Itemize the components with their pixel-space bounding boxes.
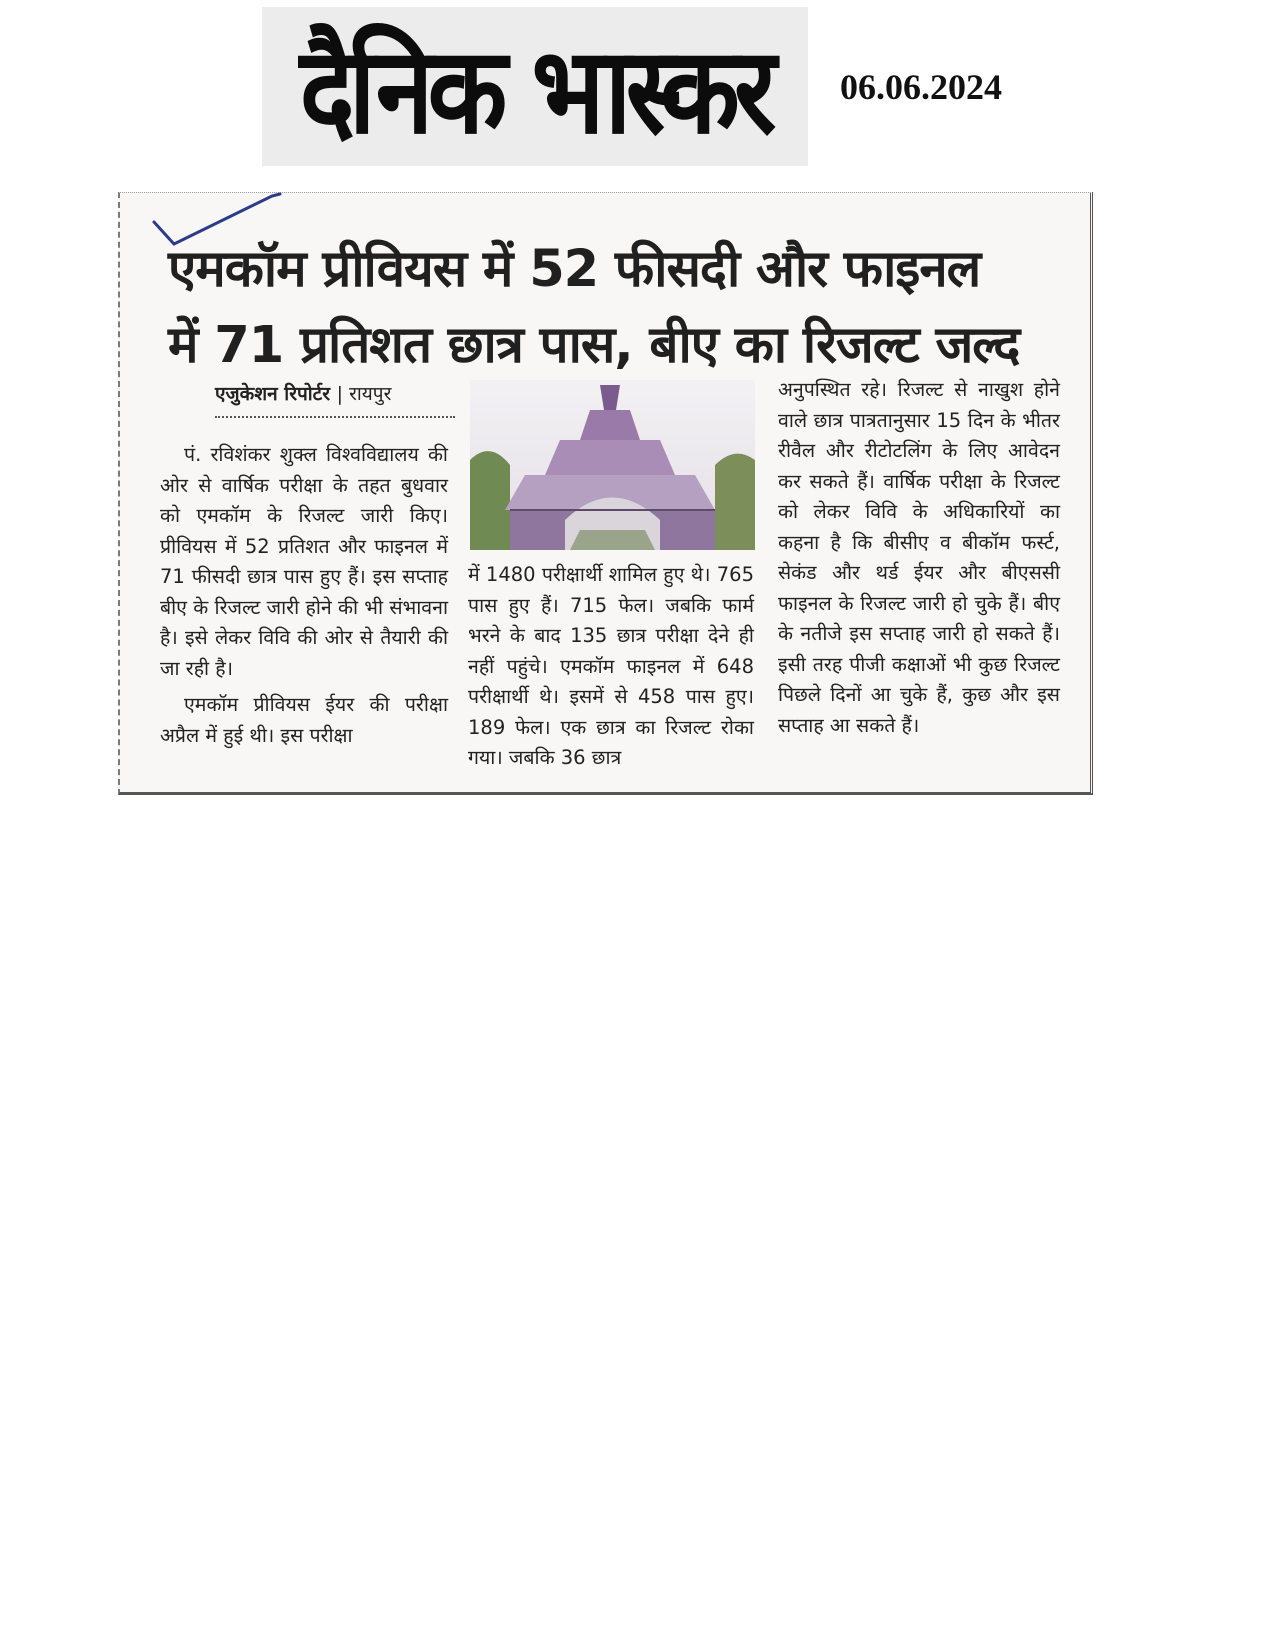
- university-gate-photo: [470, 380, 755, 550]
- article-column-1: [160, 440, 448, 757]
- byline-divider: [215, 416, 455, 418]
- headline-line-2: में 71 प्रतिशत छात्र पास, बीए का रिजल्ट जल्द: [168, 316, 1020, 375]
- byline-reporter: एजुकेशन रिपोर्टर: [215, 383, 331, 405]
- paragraph: एमकॉम प्रीवियस ईयर की परीक्षा अप्रैल में हुई थी। इस परीक्षा: [160, 693, 448, 747]
- paragraph: में 1480 परीक्षार्थी शामिल हुए थे। 765 पास हुए हैं। 715 फेल। जबकि फार्म भरने के बाद 135 छात्र परीक्षा देने ही नहीं पहुंचे। एमकॉम फाइनल में 648 परीक्षार्थी थे। इसमें से 458 पास हुए। 189 फेल। एक छात्र का रिजल्ट रोका गया। जबकि 36 छात्र: [468, 563, 754, 769]
- headline-line-1: एमकॉम प्रीवियस में 52 फीसदी और फाइनल: [168, 240, 981, 299]
- paragraph: अनुपस्थित रहे। रिजल्ट से नाखुश होने वाले छात्र पात्रतानुसार 15 दिन के भीतर रीवैल और रीटोटलिंग के लिए आवेदन कर सकते हैं। वार्षिक परीक्षा के रिजल्ट को लेकर विवि के अधिकारियों का कहना है कि बीसीए व बीकॉम फर्स्ट, सेकंड और थर्ड ईयर और बीएससी फाइनल के रिजल्ट जारी हो चुके हैं। बीए के नतीजे इस सप्ताह जारी हो सकते हैं। इसी तरह पीजी कक्षाओं भी कुछ रिजल्ट पिछले दिनों आ चुके हैं, कुछ और इस सप्ताह आ सकते हैं।: [778, 378, 1060, 737]
- byline-place: | रायपुर: [336, 383, 392, 405]
- publication-date: 06.06.2024: [840, 67, 1002, 107]
- paragraph: पं. रविशंकर शुक्ल विश्वविद्यालय की ओर से वार्षिक परीक्षा के तहत बुधवार को एमकॉम के रिजल्ट जारी किए। प्रीवियस में 52 प्रतिशत और फाइनल में 71 फीसदी छात्र पास हुए हैं। इस सप्ताह बीए के रिजल्ट जारी होने की भी संभावना है। इसे लेकर विवि की ओर से तैयारी की जा रही है।: [160, 443, 448, 680]
- byline: [215, 380, 391, 406]
- article-headline: [168, 232, 1068, 384]
- masthead-title: दैनिक भास्कर: [299, 20, 771, 161]
- article-column-2: [468, 560, 754, 780]
- newspaper-masthead: [262, 7, 808, 166]
- article-column-3: [778, 375, 1060, 747]
